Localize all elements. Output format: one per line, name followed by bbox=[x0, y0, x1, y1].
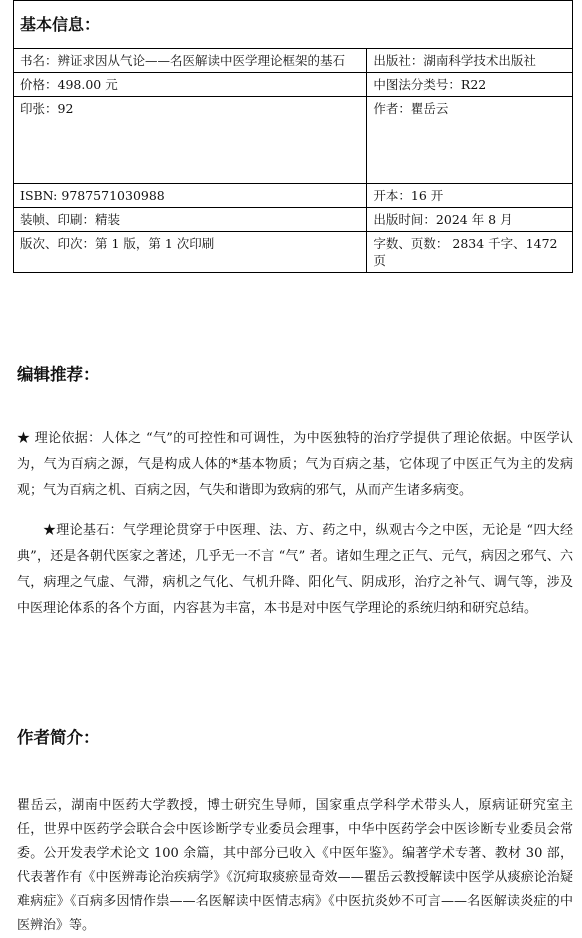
editor-recommend-title: 编辑推荐： bbox=[17, 365, 100, 384]
pub-date-cell: 出版时间：2024 年 8 月 bbox=[367, 208, 573, 232]
words-pages-cell: 字数、页数： 2834 千字、1472 页 bbox=[367, 232, 573, 273]
publisher-cell: 出版社：湖南科学技术出版社 bbox=[367, 49, 573, 73]
editor-paragraph-2: ★理论基石：气学理论贯穿于中医理、法、方、药之中，纵观古今之中医，无论是 “四大经典”，还是各朝代医家之著述，几乎无一不言 “气” 者。诸如生理之正气、元气，病因之邪气、六 气，病理之气虚、气滞，病机之气化、气机升降、阳化气、阴成形，治疗之补气、调气等，涉及中医理论体系的各个方面，内容甚为丰富，本书是对中医气学理论的系统归纳和研究总结。 bbox=[17, 523, 573, 616]
author-intro-paragraph: 瞿岳云，湖南中医药大学教授，博士研究生导师，国家重点学科学术带头人，原病证研究室主任，世界中医药学会联合会中医诊断学专业委员会理事，中华中医药学会中医诊断专业委员会常委。公开发表学术论文 100 余篇，其中部分已收入《中医年鉴》。编著学术专著、教材 30 部，代表著作有《中医辨毒论治疾病学》《沉疴取痰瘀显奇效——瞿岳云教授解读中医学从痰瘀论治疑难病症》《百病多因情作祟——名医解读中医情志病》《中医抗炎妙不可言——名医解读炎症的中医辨治》等。 bbox=[17, 798, 573, 933]
basic-info-table bbox=[13, 0, 573, 273]
edition-cell: 版次、印次：第 1 版，第 1 次印刷 bbox=[14, 232, 367, 273]
book-name-cell: 书名：辨证求因从气论——名医解读中医学理论框架的基石 bbox=[14, 49, 367, 73]
basic-info-title: 基本信息： bbox=[14, 1, 573, 49]
clc-cell: 中图法分类号：R22 bbox=[367, 73, 573, 97]
format-cell: 开本：16 开 bbox=[367, 184, 573, 208]
sheets-cell: 印张：92 bbox=[14, 97, 367, 184]
editor-paragraph-1: ★ 理论依据：人体之 “气”的可控性和可调性，为中医独特的治疗学提供了理论依据。中医学认为，气为百病之源，气是构成人体的*基本物质；气为百病之基，它体现了中医正气为主的发病观；气为百病之机、百病之因，气失和谐即为致病的邪气，从而产生诸多病变。 bbox=[17, 431, 573, 498]
price-cell: 价格：498.00 元 bbox=[14, 73, 367, 97]
isbn-cell: ISBN: 9787571030988 bbox=[14, 184, 367, 208]
binding-cell: 装帧、印刷：精装 bbox=[14, 208, 367, 232]
author-intro-title: 作者简介： bbox=[17, 728, 100, 747]
author-cell: 作者：瞿岳云 bbox=[367, 97, 573, 184]
